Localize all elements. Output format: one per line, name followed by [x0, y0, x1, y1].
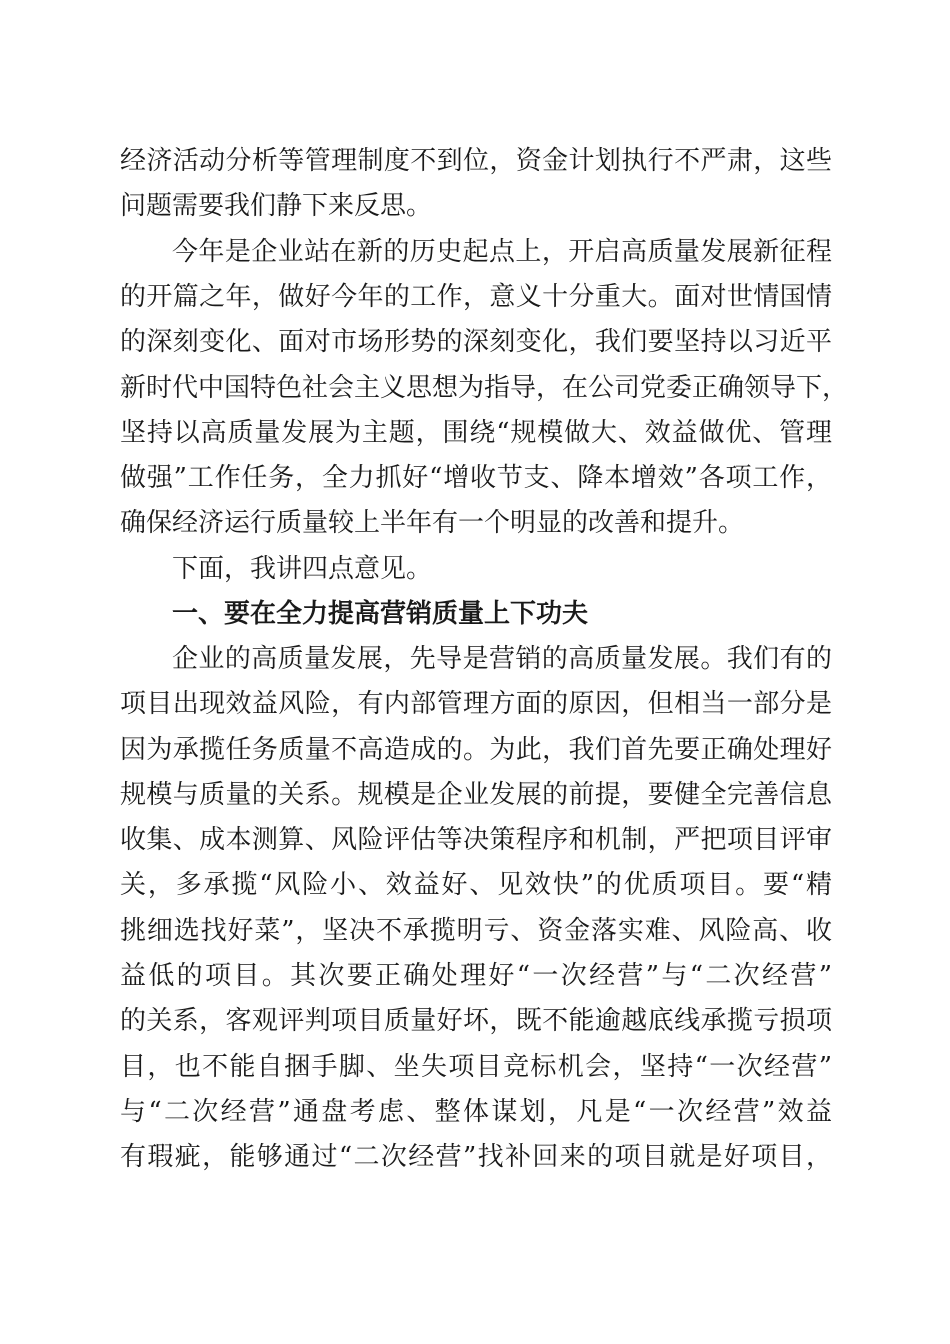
text-line: 企业的高质量发展，先导是营销的高质量发展。我们有的: [172, 644, 832, 674]
text-line: 问题需要我们静下来反思。: [120, 191, 433, 221]
text-line: 目，也不能自捆手脚、坐失项目竞标机会，坚持“一次经营”: [120, 1052, 832, 1082]
text-line: 坚持以高质量发展为主题，围绕“规模做大、效益做优、管理: [120, 418, 832, 448]
text-line: 的深刻变化、面对市场形势的深刻变化，我们要坚持以习近平: [120, 327, 832, 357]
text-line: 因为承揽任务质量不高造成的。为此，我们首先要正确处理好: [120, 735, 832, 765]
text-line: 有瑕疵，能够通过“二次经营”找补回来的项目就是好项目，: [120, 1142, 832, 1172]
text-line: 确保经济运行质量较上半年有一个明显的改善和提升。: [120, 508, 745, 538]
text-line: 做强”工作任务，全力抓好“增收节支、降本增效”各项工作，: [120, 463, 832, 493]
text-line: 经济活动分析等管理制度不到位，资金计划执行不严肃，这些: [120, 146, 832, 176]
text-line: 益低的项目。其次要正确处理好“一次经营”与“二次经营”: [120, 961, 832, 991]
text-line: 今年是企业站在新的历史起点上，开启高质量发展新征程: [172, 237, 832, 267]
text-line: 与“二次经营”通盘考虑、整体谋划，凡是“一次经营”效益: [120, 1097, 832, 1127]
section-heading: 一、要在全力提高营销质量上下功夫: [172, 599, 589, 629]
text-line: 新时代中国特色社会主义思想为指导，在公司党委正确领导下，: [120, 373, 849, 403]
text-line: 的开篇之年，做好今年的工作，意义十分重大。面对世情国情: [120, 282, 832, 312]
text-line: 收集、成本测算、风险评估等决策程序和机制，严把项目评审: [120, 825, 832, 855]
text-line: 下面，我讲四点意见。: [172, 554, 433, 584]
text-line: 挑细选找好菜”，坚决不承揽明亏、资金落实难、风险高、收: [120, 916, 832, 946]
text-line: 的关系，客观评判项目质量好坏，既不能逾越底线承揽亏损项: [120, 1006, 832, 1036]
text-line: 关，多承揽“风险小、效益好、见效快”的优质项目。要“精: [120, 870, 832, 900]
text-line: 规模与质量的关系。规模是企业发展的前提，要健全完善信息: [120, 780, 832, 810]
text-line: 项目出现效益风险，有内部管理方面的原因，但相当一部分是: [120, 689, 832, 719]
